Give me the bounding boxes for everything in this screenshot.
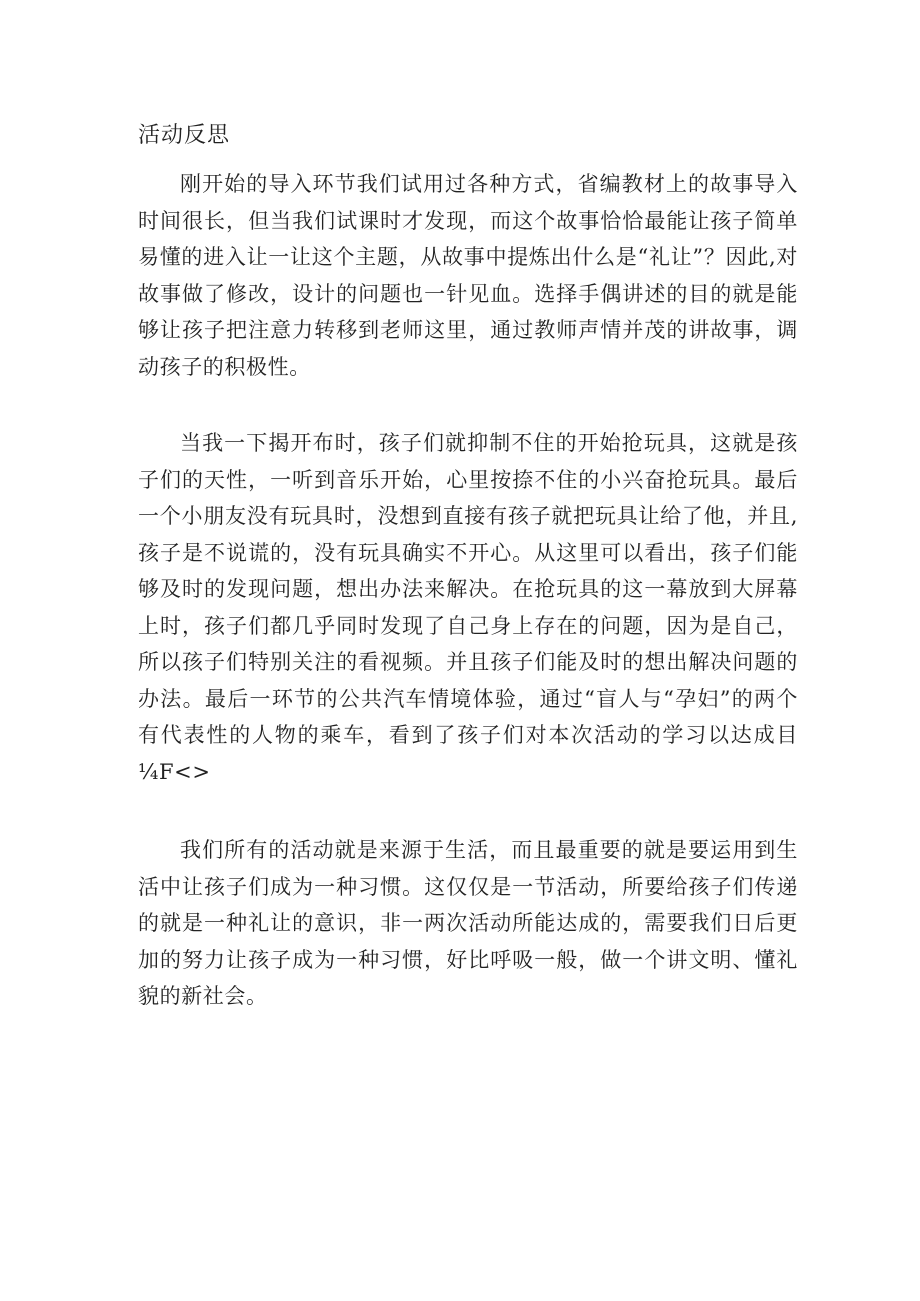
paragraph-conclusion: 我们所有的活动就是来源于生活，而且最重要的就是要运用到生活中让孩子们成为一种习惯。这仅仅是一节活动，所要给孩子们传递的就是一种礼让的意识，非一两次活动所能达成的，需要我们日后更加的努力让孩子成为一种习惯，好比呼吸一般，做一个讲文明、懂礼貌的新社会。 bbox=[138, 838, 798, 1008]
paragraph-intro: 刚开始的导入环节我们试用过各种方式，省编教材上的故事导入时间很长，但当我们试课时才发现，而这个故事恰恰最能让孩子简单易懂的进入让一让这个主题，从故事中提炼出什么是“礼让”？因此,对故事做了修改，设计的问题也一针见血。选择手偶讲述的目的就是能够让孩子把注意力转移到老师这里，通过教师声情并茂的讲故事，调动孩子的积极性。 bbox=[138, 172, 798, 379]
paragraph-activity: 当我一下揭开布时，孩子们就抑制不住的开始抢玩具，这就是孩子们的天性，一听到音乐开始，心里按捺不住的小兴奋抢玩具。最后一个小朋友没有玩具时，没想到直接有孩子就把玩具让给了他，并且,孩子是不说谎的，没有玩具确实不开心。从这里可以看出，孩子们能够及时的发现问题，想出办法来解决。在抢玩具的这一幕放到大屏幕上时，孩子们都几乎同时发现了自己身上存在的问题，因为是自己，所以孩子们特别关注的看视频。并且孩子们能及时的想出解决问题的办法。最后一环节的公共汽车情境体验，通过“盲人与“孕妇”的两个有代表性的人物的乘车，看到了孩子们对本次活动的学习以达成目¼F<> bbox=[138, 431, 798, 784]
page-title: 活动反思 bbox=[138, 123, 231, 148]
